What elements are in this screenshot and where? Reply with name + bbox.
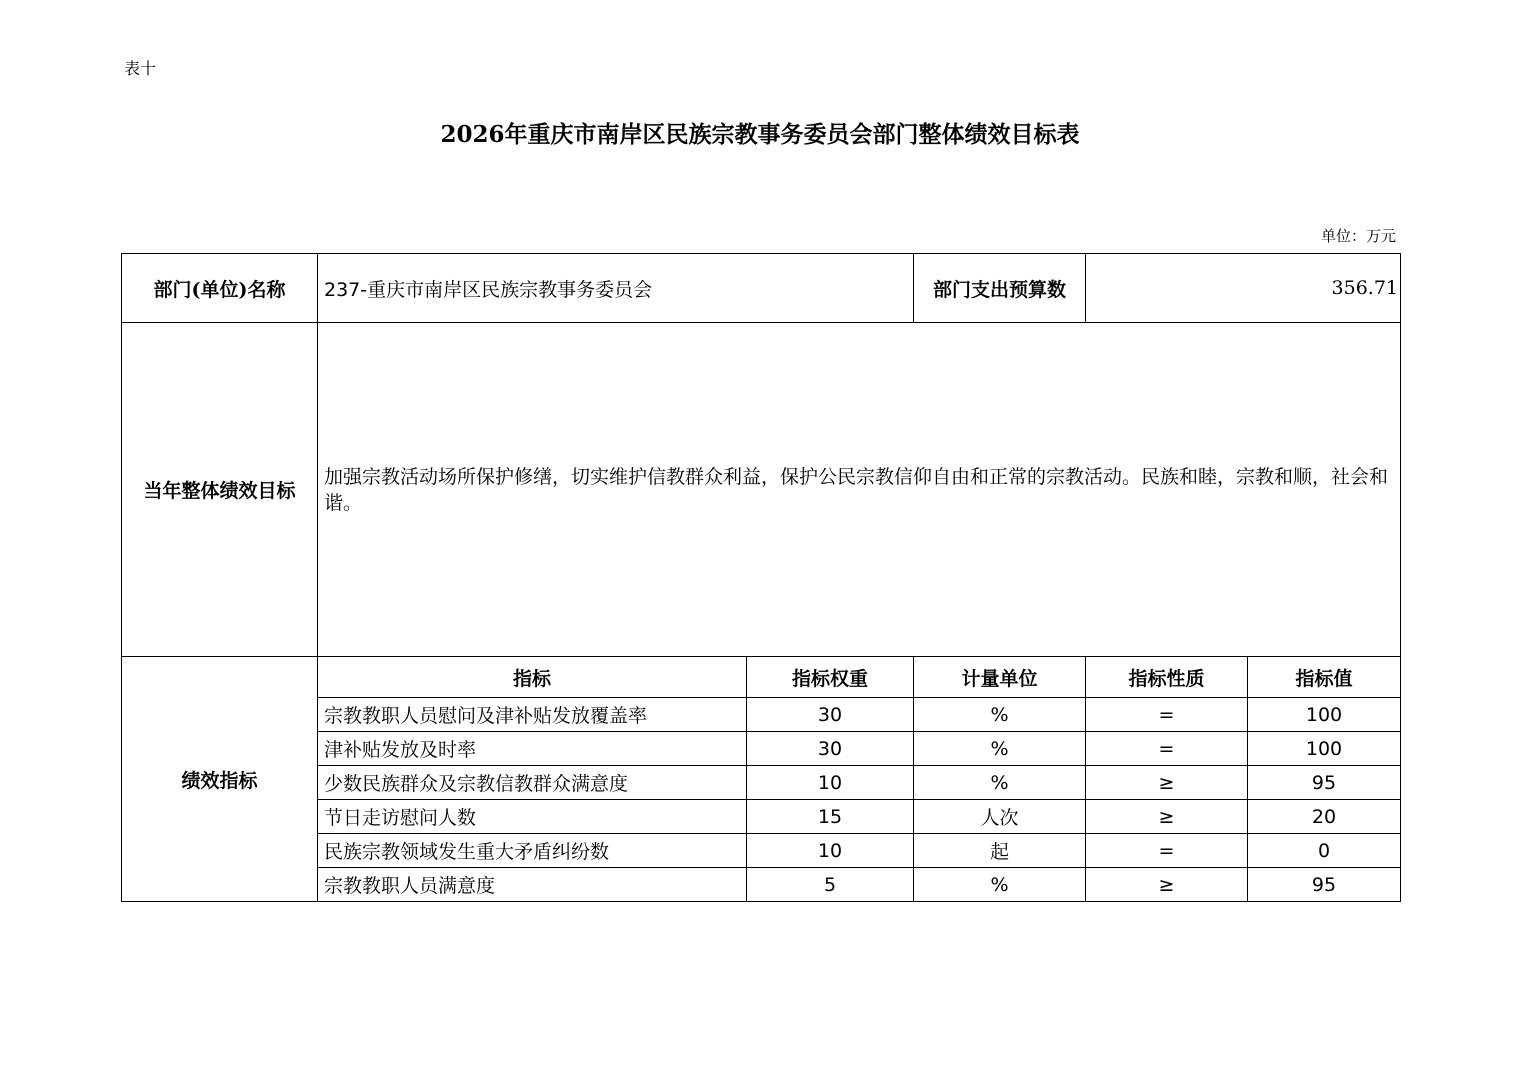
indicator-value: 100 (1248, 698, 1401, 732)
dept-budget-value: 356.71 (1086, 254, 1401, 323)
indicator-unit: 起 (914, 834, 1086, 868)
indicator-weight: 30 (747, 732, 914, 766)
indicator-nature: ≥ (1086, 868, 1248, 902)
indicator-value: 100 (1248, 732, 1401, 766)
dept-row (122, 254, 1401, 323)
indicator-name: 节日走访慰问人数 (318, 800, 747, 834)
indicator-nature: = (1086, 732, 1248, 766)
header-weight: 指标权重 (747, 657, 914, 698)
indicator-unit: % (914, 766, 1086, 800)
indicator-weight: 30 (747, 698, 914, 732)
indicator-nature: ≥ (1086, 766, 1248, 800)
dept-name-label: 部门(单位)名称 (122, 254, 318, 323)
indicator-name: 宗教教职人员慰问及津补贴发放覆盖率 (318, 698, 747, 732)
dept-budget-label: 部门支出预算数 (914, 254, 1086, 323)
indicator-nature: ≥ (1086, 800, 1248, 834)
indicator-section-label: 绩效指标 (122, 657, 318, 902)
indicator-value: 20 (1248, 800, 1401, 834)
goal-row (122, 323, 1401, 657)
indicator-unit: % (914, 698, 1086, 732)
indicator-value: 95 (1248, 868, 1401, 902)
indicator-weight: 15 (747, 800, 914, 834)
document-title: 2026年重庆市南岸区民族宗教事务委员会部门整体绩效目标表 (440, 121, 1080, 148)
unit-note: 单位：万元 (1320, 227, 1396, 245)
indicator-value: 0 (1248, 834, 1401, 868)
dept-name-value: 237-重庆市南岸区民族宗教事务委员会 (318, 254, 914, 323)
goal-label: 当年整体绩效目标 (122, 323, 318, 657)
performance-target-table (121, 253, 1401, 902)
header-value: 指标值 (1248, 657, 1401, 698)
header-unit: 计量单位 (914, 657, 1086, 698)
indicator-nature: = (1086, 834, 1248, 868)
indicator-weight: 5 (747, 868, 914, 902)
indicator-name: 宗教教职人员满意度 (318, 868, 747, 902)
indicator-value: 95 (1248, 766, 1401, 800)
indicator-name: 少数民族群众及宗教信教群众满意度 (318, 766, 747, 800)
indicator-unit: 人次 (914, 800, 1086, 834)
indicator-nature: = (1086, 698, 1248, 732)
indicator-weight: 10 (747, 834, 914, 868)
indicator-name: 民族宗教领域发生重大矛盾纠纷数 (318, 834, 747, 868)
indicator-unit: % (914, 868, 1086, 902)
table-number: 表十 (124, 59, 157, 78)
header-indicator: 指标 (318, 657, 747, 698)
indicator-name: 津补贴发放及时率 (318, 732, 747, 766)
indicator-weight: 10 (747, 766, 914, 800)
goal-text: 加强宗教活动场所保护修缮，切实维护信教群众利益，保护公民宗教信仰自由和正常的宗教活动。民族和睦，宗教和顺，社会和谐。 (318, 323, 1401, 657)
indicator-unit: % (914, 732, 1086, 766)
header-nature: 指标性质 (1086, 657, 1248, 698)
indicator-header-row (122, 657, 1401, 698)
